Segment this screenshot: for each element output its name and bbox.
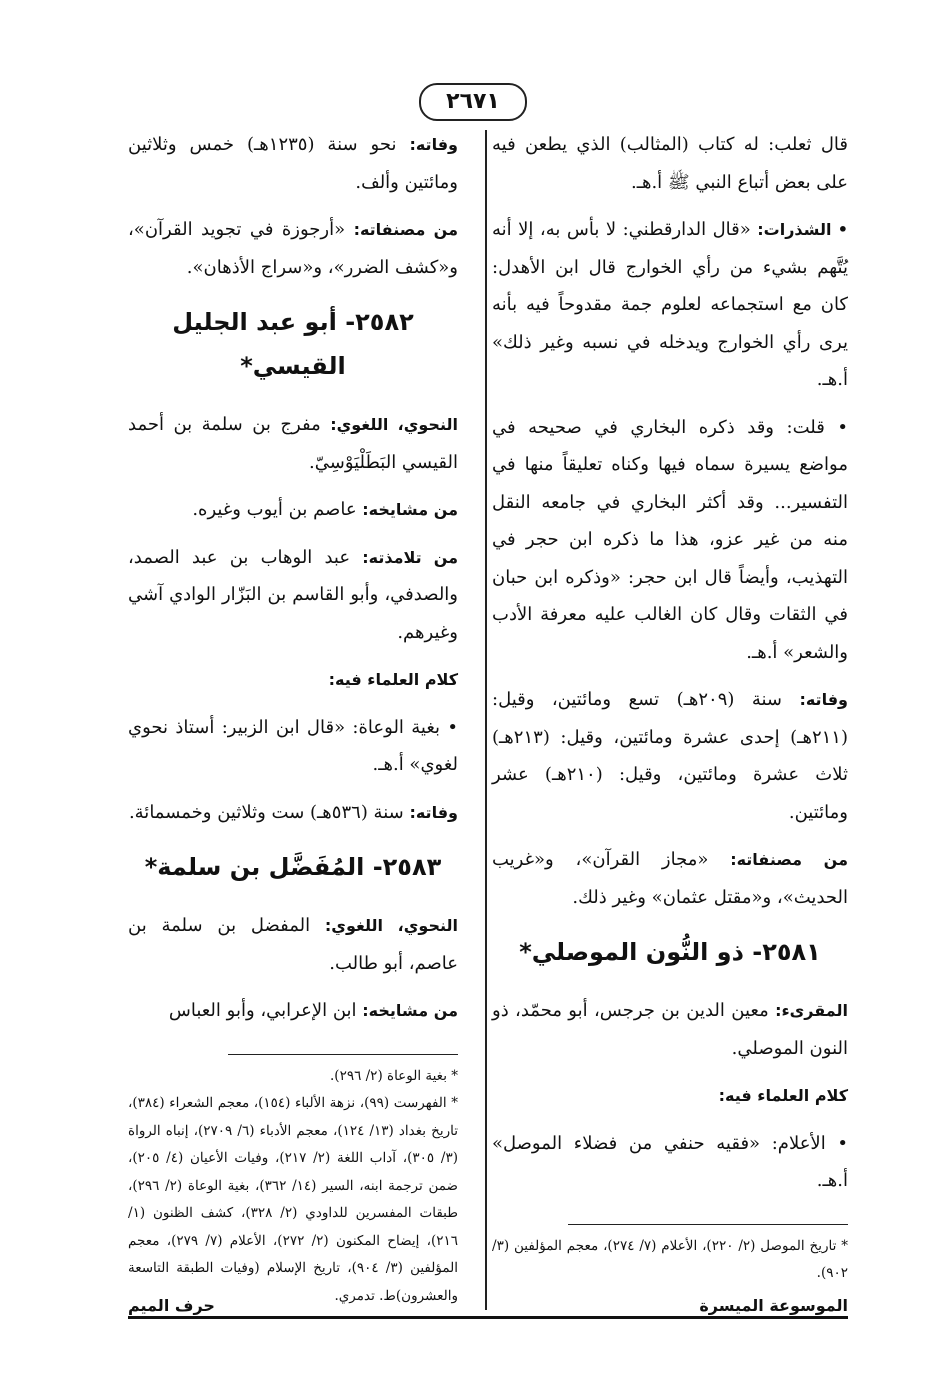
footnote: * تاريخ الموصل (٢/ ٢٢٠)، الأعلام (٧/ ٢٧٤)، معجم المؤلفين (٣/ ٩٠٢).	[492, 1237, 848, 1281]
entry-heading: ٢٥٨٣- المُفَضَّل بن سلمة*	[144, 853, 442, 881]
paragraph: من مشايخه: عاصم بن أيوب وغيره.	[192, 499, 458, 520]
footnote-rule	[568, 1224, 848, 1225]
footer-section-title: حرف الميم	[128, 1296, 221, 1315]
footnote-rule	[228, 1054, 458, 1055]
paragraph-label: • الشذرات:	[757, 220, 849, 239]
paragraph-label: كلام العلماء فيه:	[328, 670, 458, 689]
paragraph-label: النحوي، اللغوي:	[330, 415, 458, 434]
paragraph-label: وفاته:	[799, 690, 848, 709]
page-footer	[128, 1296, 848, 1326]
paragraph-label: من مصنفاته:	[353, 220, 458, 239]
entry-heading: ٢٥٨١- ذو النُّون الموصلي*	[519, 938, 821, 966]
paragraph-label: كلام العلماء فيه:	[718, 1086, 848, 1105]
paragraph-label: من مشايخه:	[362, 500, 458, 519]
paragraph: • بغية الوعاة: «قال ابن الزبير: أستاذ نحوي لغوي» أ.هـ.	[128, 716, 458, 775]
page-number: ٢٦٧١	[419, 83, 527, 121]
footnote: * الفهرست (٩٩)، نزهة الألباء (١٥٤)، معجم الشعراء (٣٨٤)، تاريخ بغداد (١٣/ ١٢٤)، معجم الأدباء (٦/ ٢٧٠٩)، إنباه الرواة (٣/ ٣٠٥)، آداب اللغة (٢/ ٢١٧)، وفيات الأعيان (٤/ ٢٠٥)، ضمن ترجمة ابنه، السير (١٤/ ٣٦٢)، بغية الوعاة (٢/ ٢٩٦)، طبقات المفسرين للداودي (٢/ ٣٢٨)، كشف الظنون (١/ ٢١٦)، إيضاح المكنون (٢/ ٢٧٢)، الأعلام (٧/ ٢٧٩)، معجم المؤلفين (٣/ ٩٠٤)، تاريخ الإسلام (وفيات الطبقة التاسعة والعشرون)ط. تدمري.	[128, 1095, 459, 1304]
paragraph: • الأعلام: «فقيه حنفي من فضلاء الموصل» أ.هـ.	[492, 1132, 848, 1191]
paragraph	[128, 661, 458, 699]
paragraph-label: من مصنفاته:	[730, 850, 848, 869]
paragraph: • قلت: وقد ذكره البخاري في صحيحه في مواضع يسيرة سماه فيها وكناه تعليقاً منها في التفسير... وقد أكثر البخاري في جامعه النقل منه من غير عزو، هذا ما ذكره ابن حجر في التهذيب، وأيضاً قال ابن حجر: «وذكره ابن حبان في الثقات وقال كان الغالب عليه معرفة الأدب والشعر» أ.هـ.	[492, 416, 848, 663]
paragraph-label: النحوي، اللغوي:	[324, 916, 458, 935]
paragraph: وفاته: سنة (٢٠٩هـ) تسع ومائتين، وقيل: (٢١١هـ) إحدى عشرة ومائتين، وقيل: (٢١٣هـ) ثلاث عشرة ومائتين، وقيل: (٢١٠هـ) عشر ومائتين.	[492, 689, 848, 823]
footer-book-title: الموسوعة الميسرة	[693, 1296, 848, 1315]
paragraph-label: المقرىء:	[775, 1001, 848, 1020]
paragraph: وفاته: سنة (٥٣٦هـ) ست وثلاثين وخمسمائة.	[128, 801, 458, 823]
paragraph: وفاته: نحو سنة (١٢٣٥هـ) خمس وثلاثين ومائتين وألف.	[128, 134, 458, 193]
paragraph: من مشايخه: ابن الإعرابي، وأبو العباس	[168, 1000, 458, 1021]
footnote: * بغية الوعاة (٢/ ٢٩٦).	[330, 1067, 458, 1084]
right-column	[492, 126, 848, 1288]
paragraph-label: من تلامذته:	[362, 547, 458, 567]
paragraph-label: من مشايخه:	[362, 1001, 458, 1020]
footer-rule	[128, 1316, 848, 1319]
paragraph: النحوي، اللغوي: مفرج بن سلمة بن أحمد القيسي البَطَلْيَوْسِيّ.	[128, 414, 458, 473]
paragraph: • الشذرات: «قال الدارقطني: لا بأس به، إلا أنه يُتَّهم بشيء من رأي الخوارج قال ابن الأهدل: كان مع استجماعه لعلوم جمة مقدوحاً فيه بأنه يرى رأي الخوارج ويدخله في نسبه وغير ذلك» أ.هـ.	[492, 219, 849, 390]
paragraph: من مصنفاته: «مجاز القرآن»، و«غريب الحديث»، و«مقتل عثمان» وغير ذلك.	[492, 849, 848, 908]
paragraph: النحوي، اللغوي: المفضل بن سلمة بن عاصم، أبو طالب.	[128, 915, 458, 974]
column-divider	[485, 130, 487, 1310]
paragraph	[492, 1077, 848, 1115]
left-column	[128, 126, 458, 1310]
paragraph-label: وفاته:	[409, 135, 458, 154]
paragraph: قال ثعلب: له كتاب (المثالب) الذي يطعن فيه على بعض أتباع النبي ﷺ أ.هـ.	[492, 134, 848, 193]
paragraph-label: وفاته:	[409, 802, 458, 822]
paragraph: المقرىء: معين الدين بن جرجس، أبو محمّد، ذو النون الموصلي.	[492, 1000, 848, 1059]
paragraph: من تلامذته: عبد الوهاب بن عبد الصمد، والصدفي، وأبو القاسم بن البَزّار الوادي آشي وغيرهم.	[128, 546, 458, 643]
paragraph: من مصنفاته: «أرجوزة في تجويد القرآن»، و«كشف الضرر»، و«سراج الأذهان».	[128, 219, 458, 278]
entry-heading: ٢٥٨٢- أبو عبد الجليل القيسي*	[172, 308, 414, 380]
